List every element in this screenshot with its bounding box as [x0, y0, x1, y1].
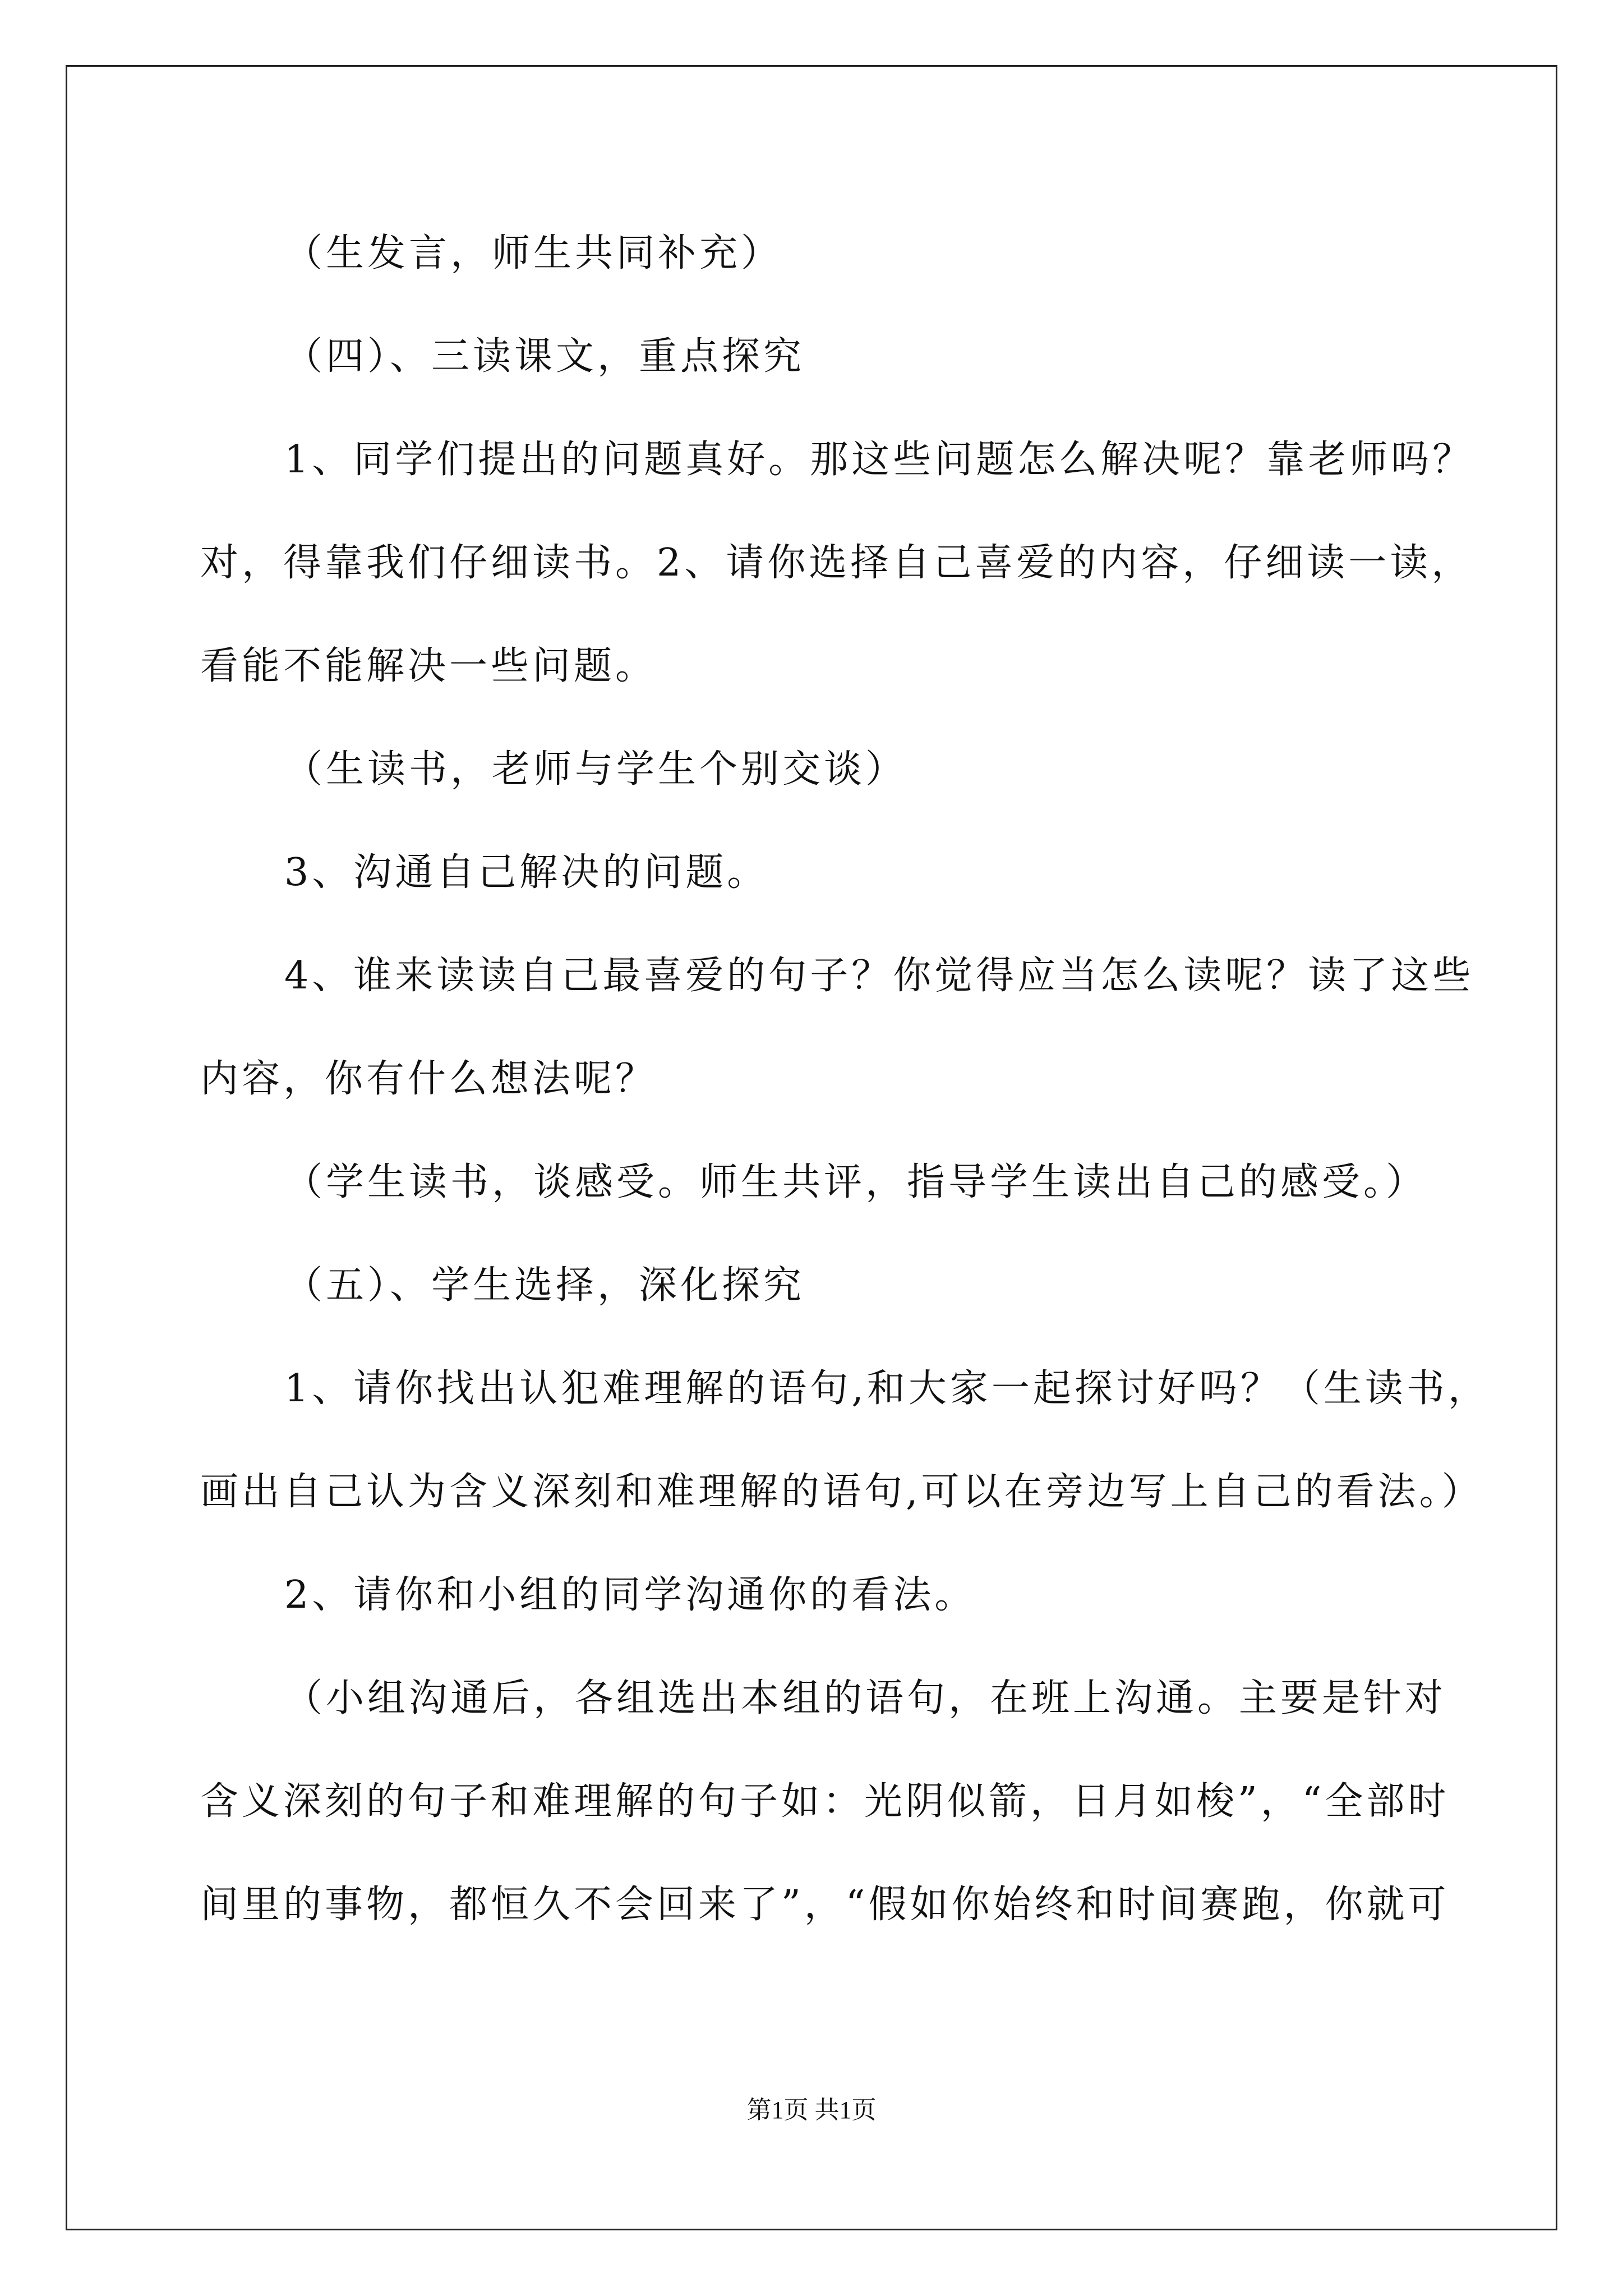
paragraph-line: 看能不能解决一些问题。	[200, 644, 657, 688]
section-heading: （四）、三读课文，重点探究	[284, 334, 805, 379]
paragraph-line: 含义深刻的句子和难理解的句子如：光阴似箭，日月如梭”，“全部时	[200, 1779, 1450, 1824]
section-heading: （五）、学生选择，深化探究	[284, 1263, 805, 1308]
paragraph-line: 2、请你和小组的同学沟通你的看法。	[284, 1573, 976, 1617]
paragraph-line: 对，得靠我们仔细读书。2、请你选择自己喜爱的内容，仔细读一读，	[200, 541, 1473, 585]
paragraph-line: 4、谁来读读自己最喜爱的句子？你觉得应当怎么读呢？读了这些	[284, 954, 1474, 998]
paragraph-line: 3、沟通自己解决的问题。	[284, 850, 769, 895]
page-number-footer: 第1页 共1页	[746, 2096, 877, 2124]
paragraph-line: 画出自己认为含义深刻和难理解的语句,可以在旁边写上自己的看法。）	[200, 1470, 1483, 1514]
paragraph-line: （小组沟通后，各组选出本组的语句，在班上沟通。主要是针对	[284, 1676, 1447, 1720]
paragraph-line: 间里的事物，都恒久不会回来了”，“假如你始终和时间赛跑，你就可	[200, 1883, 1450, 1927]
paragraph-line: 1、同学们提出的问题真好。那这些问题怎么解决呢？靠老师吗？	[284, 438, 1474, 482]
paragraph-line: （生读书，老师与学生个别交谈）	[284, 747, 907, 792]
paragraph-line: （生发言，师生共同补充）	[284, 231, 783, 275]
paragraph-line: （学生读书，谈感受。师生共评，指导学生读出自己的感受。）	[284, 1160, 1428, 1204]
paragraph-line: 1、请你找出认犯难理解的语句,和大家一起探讨好吗？（生读书，	[284, 1366, 1490, 1411]
paragraph-line: 内容，你有什么想法呢？	[200, 1057, 657, 1101]
